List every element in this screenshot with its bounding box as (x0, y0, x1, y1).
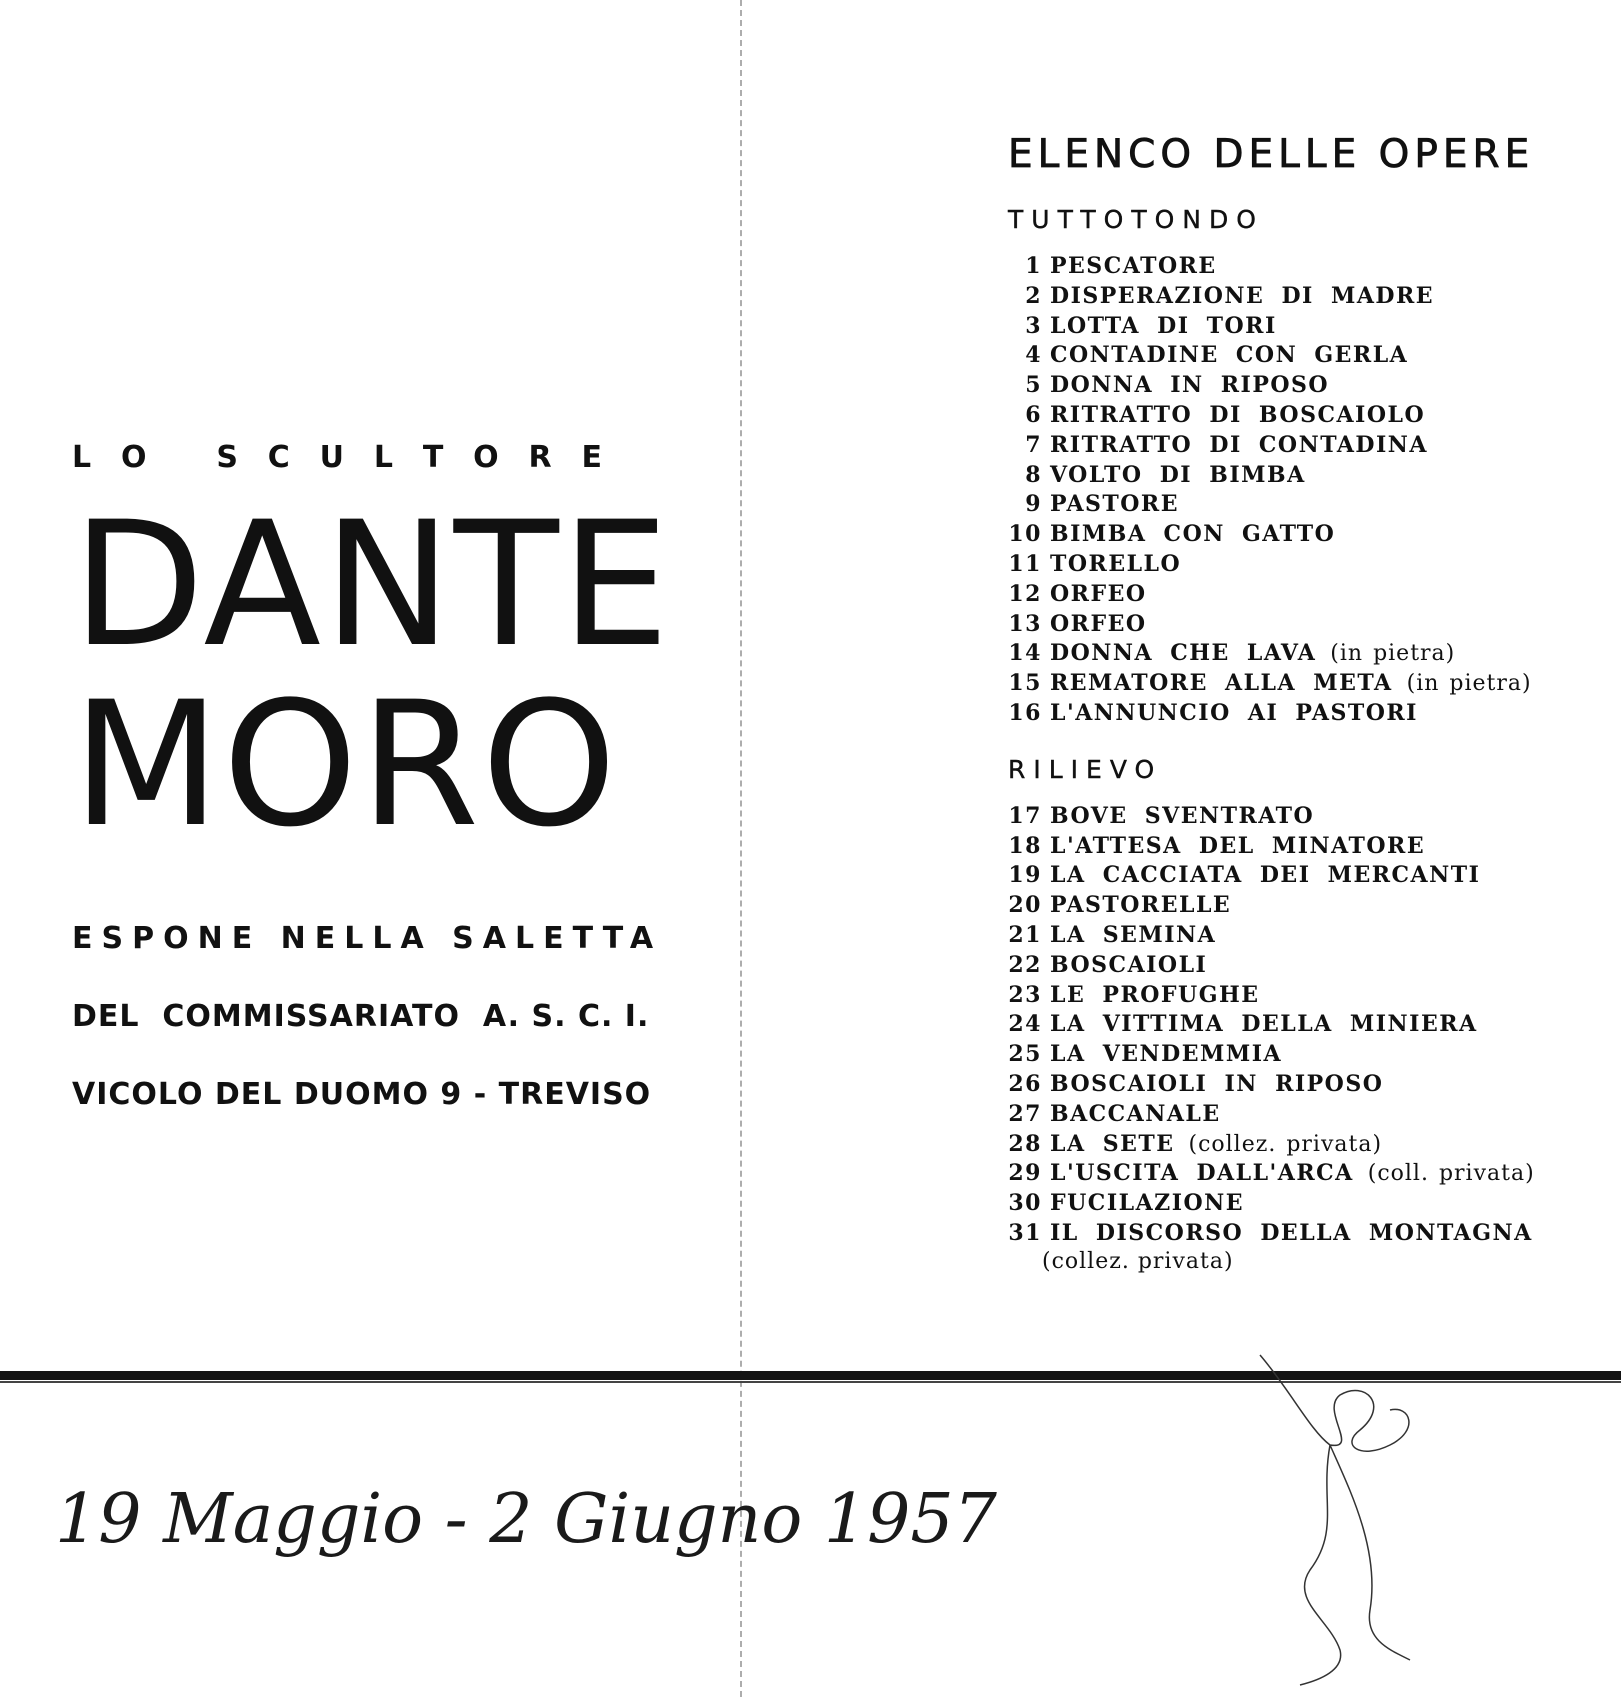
work-title: L'ATTESA DEL MINATORE (1050, 832, 1426, 859)
work-number: 13 (1008, 610, 1042, 637)
work-item (1008, 341, 1568, 371)
work-number: 31 (1008, 1219, 1042, 1246)
work-item (1008, 610, 1568, 640)
string-cord-illustration (1230, 1350, 1430, 1690)
work-item (1008, 580, 1568, 610)
exhibition-dates: 19 Maggio - 2 Giugno 1957 (55, 1480, 997, 1559)
work-number: 27 (1008, 1100, 1042, 1127)
work-item (1008, 951, 1568, 981)
work-number: 3 (1025, 312, 1042, 339)
list-title: ELENCO DELLE OPERE (1008, 132, 1535, 177)
work-item (1008, 1040, 1568, 1070)
work-note: (in pietra) (1406, 671, 1532, 697)
work-title: RITRATTO DI CONTADINA (1050, 431, 1428, 458)
work-item (1008, 550, 1568, 580)
work-number: 1 (1025, 253, 1042, 279)
work-item (1008, 520, 1568, 550)
work-item (1008, 669, 1568, 699)
section-heading: RILIEVO (1008, 754, 1163, 784)
work-title: IL DISCORSO DELLA MONTAGNA (1050, 1219, 1533, 1246)
work-item (1008, 1130, 1568, 1160)
works-list-panel (1008, 132, 1568, 1275)
work-item (1008, 282, 1568, 312)
work-number: 12 (1008, 580, 1042, 607)
work-item (1008, 1159, 1568, 1189)
work-number: 24 (1008, 1011, 1042, 1038)
work-item (1008, 312, 1568, 342)
work-number: 16 (1008, 699, 1042, 726)
work-title: RITRATTO DI BOSCAIOLO (1050, 401, 1426, 428)
work-title: LA SETE (1050, 1130, 1175, 1157)
section-heading: TUTTOTONDO (1008, 205, 1264, 234)
work-title: CONTADINE CON GERLA (1050, 342, 1409, 369)
work-title: L'USCITA DALL'ARCA (1050, 1160, 1354, 1187)
last-name: MORO (72, 664, 619, 865)
work-title: LA VITTIMA DELLA MINIERA (1050, 1011, 1478, 1038)
work-number: 22 (1008, 951, 1042, 978)
work-number: 23 (1008, 981, 1042, 1008)
work-number: 20 (1008, 892, 1042, 919)
sculptor-kicker: L O S C U L T O R E (72, 440, 602, 475)
work-note-continuation: (collez. privata) (1042, 1248, 1234, 1274)
work-note: (in pietra) (1330, 641, 1456, 667)
work-item (1008, 252, 1568, 282)
work-title: BIMBA CON GATTO (1050, 521, 1336, 548)
work-number: 30 (1008, 1190, 1042, 1217)
work-title: BOSCAIOLI (1050, 951, 1208, 978)
work-note: (coll. privata) (1367, 1161, 1535, 1187)
work-number: 7 (1025, 431, 1042, 458)
work-number: 10 (1008, 521, 1042, 548)
work-item (1008, 1219, 1568, 1249)
work-title: PASTORELLE (1050, 892, 1232, 919)
work-number: 25 (1008, 1041, 1042, 1068)
works-list (1008, 252, 1568, 729)
work-item (1008, 1070, 1568, 1100)
work-title: LA SEMINA (1050, 921, 1217, 948)
work-number: 4 (1025, 342, 1042, 369)
venue-line-1: ESPONE NELLA SALETTA (72, 921, 663, 956)
work-number: 14 (1008, 640, 1042, 667)
work-title: LA CACCIATA DEI MERCANTI (1050, 862, 1481, 889)
work-title: DONNA IN RIPOSO (1050, 372, 1330, 399)
work-title: PASTORE (1050, 491, 1179, 518)
work-title: DISPERAZIONE DI MADRE (1050, 282, 1435, 309)
work-number: 29 (1008, 1160, 1042, 1187)
work-item (1008, 891, 1568, 921)
work-item (1008, 431, 1568, 461)
work-number: 5 (1025, 372, 1042, 399)
work-number: 6 (1025, 401, 1042, 428)
work-item (1008, 802, 1568, 832)
work-title: LOTTA DI TORI (1050, 312, 1277, 339)
vertical-fold-line (740, 0, 742, 1697)
venue-line-3: VICOLO DEL DUOMO 9 - TREVISO (72, 1077, 652, 1112)
work-item (1008, 490, 1568, 520)
work-title: REMATORE ALLA META (1050, 670, 1393, 697)
work-title: VOLTO DI BIMBA (1050, 461, 1306, 488)
work-title: LE PROFUGHE (1050, 981, 1260, 1008)
work-title: BOSCAIOLI IN RIPOSO (1050, 1070, 1384, 1097)
work-number: 17 (1008, 802, 1042, 829)
work-number: 21 (1008, 921, 1042, 948)
work-title: LA VENDEMMIA (1050, 1041, 1283, 1068)
work-number: 28 (1008, 1130, 1042, 1157)
venue-line-2: DEL COMMISSARIATO A. S. C. I. (72, 999, 650, 1034)
work-number: 18 (1008, 832, 1042, 859)
work-title: L'ANNUNCIO AI PASTORI (1050, 699, 1418, 726)
work-title: DONNA CHE LAVA (1050, 640, 1317, 667)
works-list (1008, 802, 1568, 1249)
work-item (1008, 832, 1568, 862)
work-number: 15 (1008, 670, 1042, 697)
work-number: 2 (1025, 282, 1042, 309)
work-item (1008, 921, 1568, 951)
work-title: ORFEO (1050, 610, 1147, 637)
work-title: FUCILAZIONE (1050, 1190, 1245, 1217)
work-item (1008, 699, 1568, 729)
work-number: 8 (1025, 461, 1042, 488)
work-title: ORFEO (1050, 580, 1147, 607)
work-note: (collez. privata) (1188, 1131, 1383, 1157)
work-item (1008, 1100, 1568, 1130)
work-number: 11 (1008, 550, 1042, 577)
work-item (1008, 371, 1568, 401)
work-title: PESCATORE (1050, 253, 1217, 279)
work-item (1008, 401, 1568, 431)
work-number: 9 (1025, 491, 1042, 518)
work-item (1008, 461, 1568, 491)
work-item (1008, 1189, 1568, 1219)
work-item (1008, 1010, 1568, 1040)
work-title: BACCANALE (1050, 1100, 1221, 1127)
work-item (1008, 861, 1568, 891)
work-item (1008, 639, 1568, 669)
work-number: 19 (1008, 862, 1042, 889)
first-name: DANTE (72, 484, 672, 685)
left-panel (72, 440, 672, 1129)
work-number: 26 (1008, 1070, 1042, 1097)
work-title: BOVE SVENTRATO (1050, 802, 1315, 829)
work-title: TORELLO (1050, 550, 1182, 577)
work-item (1008, 981, 1568, 1011)
